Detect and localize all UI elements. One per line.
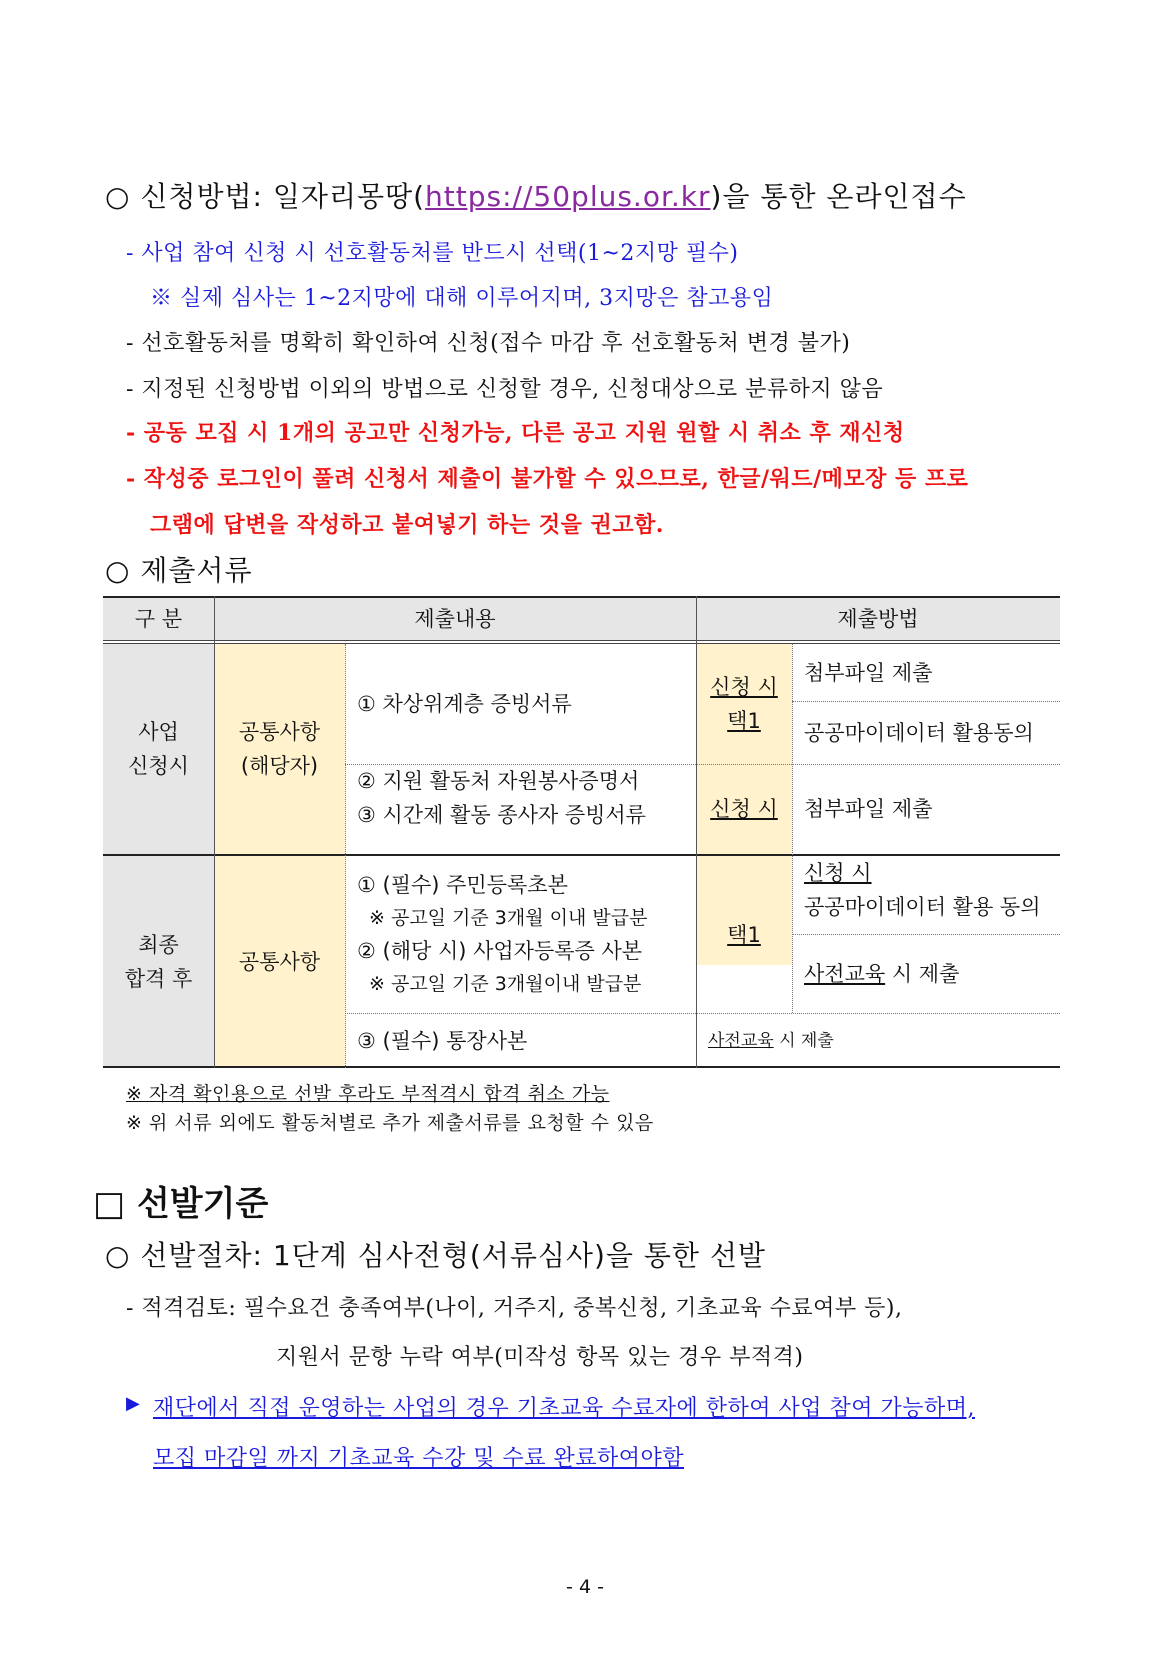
col-line-3: [696, 596, 697, 1068]
table-top-border: [103, 596, 1060, 598]
docs-note-1: ※ 자격 확인용으로 선발 후라도 부적격시 합격 취소 가능: [126, 1083, 610, 1105]
method-item-1: - 사업 참여 신청 시 선호활동처를 반드시 선택(1~2지망 필수): [126, 241, 739, 266]
col-line-1: [214, 596, 215, 1068]
row1-sub-line2: (해당자): [240, 753, 319, 778]
row1-method-b: 신청 시: [710, 796, 778, 821]
row2-method-a: 택1: [727, 922, 761, 947]
selection-check-line1: - 적격검토: 필수요건 충족여부(나이, 거주지, 중복신청, 기초교육 수료여부 등),: [126, 1296, 903, 1321]
row2-item-a-line1: ① (필수) 주민등록초본: [357, 872, 568, 897]
row1-how-a2: 공공마이데이터 활용동의: [804, 720, 1034, 745]
row2-item-a: [345, 856, 696, 1013]
method-item-5-line2: 그램에 답변을 작성하고 붙여넣기 하는 것을 권고함.: [150, 512, 664, 538]
row1-method-a-line2: 택1: [727, 709, 761, 733]
table-bottom-border: [103, 1066, 1060, 1068]
page-number: - 4 -: [566, 1576, 604, 1598]
selection-notice-line1: 재단에서 직접 운영하는 사업의 경우 기초교육 수료자에 한하여 사업 참여 가능하며,: [153, 1396, 975, 1421]
documents-table: [103, 596, 1060, 1068]
row2-how-b-text: 시 제출: [773, 1030, 834, 1051]
col-line-4: [792, 644, 793, 1013]
row2-how-divider: [792, 934, 1060, 935]
row2-how-b: [696, 1013, 1060, 1068]
apply-link[interactable]: https://50plus.or.kr: [425, 180, 711, 213]
method-suffix: )을 통한 온라인접수: [710, 180, 967, 213]
method-item-4: - 공동 모집 시 1개의 공고만 신청가능, 다른 공고 지원 원할 시 취소 후 재신청: [126, 420, 905, 446]
row1-category-line1: 사업: [138, 719, 179, 744]
row1-item-b-line1: ② 지원 활동처 자원봉사증명서: [357, 769, 640, 793]
row1-sub: [214, 644, 345, 853]
row2-category: [103, 856, 214, 1068]
row1-how-divider: [792, 701, 1060, 702]
arrow-icon: ▶: [126, 1393, 141, 1414]
row2-how-a1-underlined: 신청 시: [804, 861, 872, 885]
row2-how-b-underlined: 사전교육: [708, 1030, 774, 1051]
row1-sub-line1: 공통사항: [238, 719, 321, 744]
method-prefix: 신청방법: 일자리몽땅(: [140, 180, 426, 213]
row2-how-a2: [792, 934, 1060, 1013]
method-item-3: - 지정된 신청방법 이외의 방법으로 신청할 경우, 신청대상으로 분류하지 않음: [126, 377, 884, 402]
selection-check-line2: 지원서 문항 누락 여부(미작성 항목 있는 경우 부적격): [276, 1345, 804, 1370]
row2-how-a1: [792, 856, 1060, 934]
row1-how-b: 첨부파일 제출: [804, 796, 933, 821]
method-item-2: - 선호활동처를 명확히 확인하여 신청(접수 마감 후 선호활동처 변경 불가): [126, 331, 851, 356]
header-line-2: [103, 643, 1060, 644]
method-bullet: ○: [105, 180, 131, 213]
row1-item-b: [345, 764, 696, 853]
row1-method-a-line1: 신청 시: [710, 675, 778, 699]
row2-item-a-line2: ※ 공고일 기준 3개월 이내 발급분: [369, 906, 648, 929]
selection-proc: ○ 선발절차: 1단계 심사전형(서류심사)을 통한 선발: [105, 1239, 766, 1272]
row1-category-line2: 신청시: [128, 753, 189, 778]
row1-method-a: [696, 644, 792, 764]
header-line-1: [103, 640, 1060, 641]
selection-heading: □ 선발기준: [93, 1184, 269, 1224]
selection-notice-line2: 모집 마감일 까지 기초교육 수강 및 수료 완료하여야함: [153, 1446, 684, 1471]
method-heading: [105, 175, 967, 215]
row1-item-b-line2: ③ 시간제 활동 종사자 증빙서류: [357, 803, 646, 827]
row2-item-a-line4: ※ 공고일 기준 3개월이내 발급분: [369, 972, 642, 995]
row2-how-a2-underlined: 사전교육: [804, 961, 886, 986]
row1-item-a: ① 차상위계층 증빙서류: [357, 692, 572, 716]
row2-category-line1: 최종: [138, 933, 179, 957]
col-line-2: [345, 644, 346, 1068]
header-method: 제출방법: [837, 606, 919, 631]
row1-how-a1: 첨부파일 제출: [804, 660, 933, 685]
row2-how-a2-text: 시 제출: [885, 961, 960, 986]
row2-sub: 공통사항: [238, 950, 321, 974]
row2-inner-divider: [345, 1013, 1060, 1014]
row-divider: [103, 854, 1060, 856]
row2-item-a-line3: ② (해당 시) 사업자등록증 사본: [357, 938, 643, 963]
method-item-1-note: ※ 실제 심사는 1~2지망에 대해 이루어지며, 3지망은 참고용임: [150, 286, 774, 311]
row2-item-b: ③ (필수) 통장사본: [357, 1028, 528, 1053]
row2-how-a1-text: 공공마이데이터 활용 동의: [804, 895, 1041, 919]
method-item-5-line1: - 작성중 로그인이 풀려 신청서 제출이 불가할 수 있으므로, 한글/워드/메모장 등 프로: [126, 466, 969, 492]
docs-note-2: ※ 위 서류 외에도 활동처별로 추가 제출서류를 요청할 수 있음: [126, 1112, 654, 1134]
docs-heading: ○ 제출서류: [105, 554, 253, 587]
row2-category-line2: 합격 후: [124, 967, 193, 991]
row1-inner-divider: [345, 764, 1060, 765]
header-category: 구 분: [134, 606, 183, 631]
header-content: 제출내용: [414, 606, 496, 631]
row1-category: [103, 644, 214, 853]
